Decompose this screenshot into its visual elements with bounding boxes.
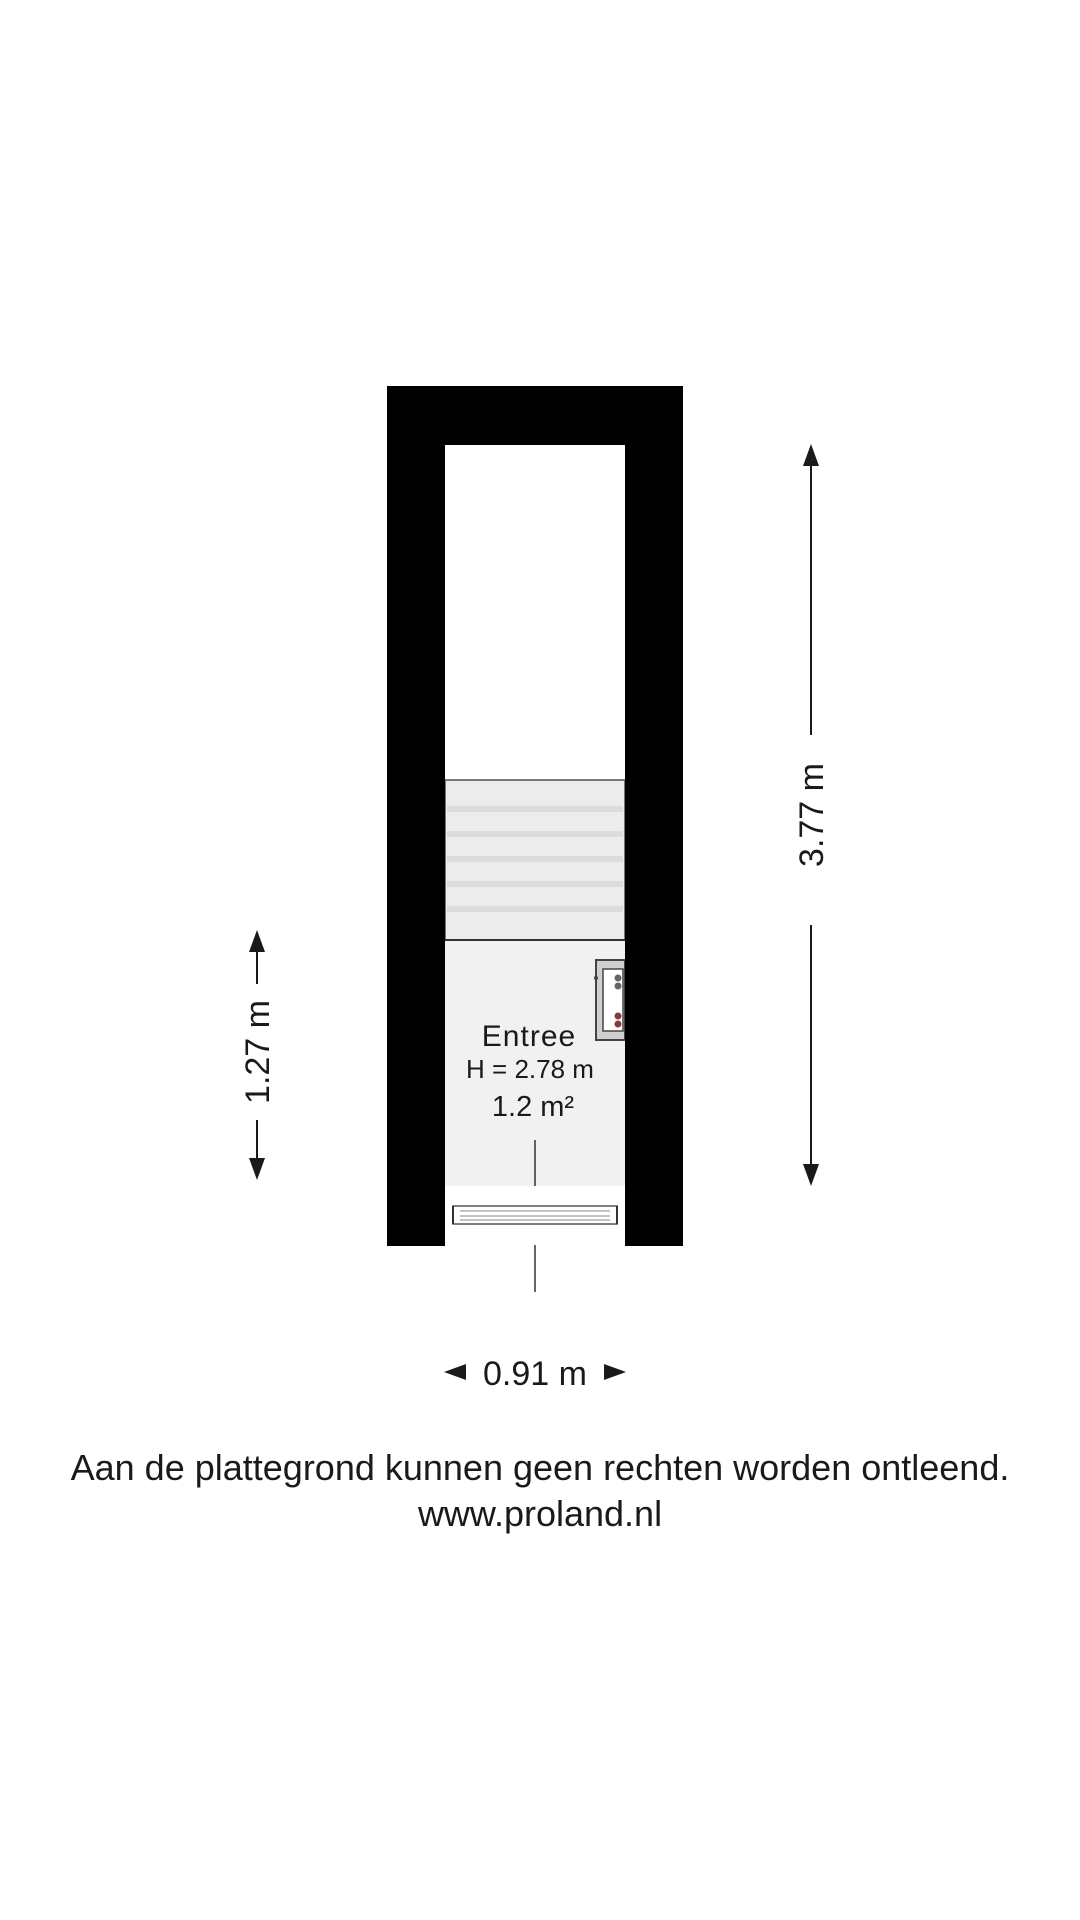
room-height: H = 2.78 m [466,1054,594,1084]
room-name: Entree [481,1020,577,1053]
dimension-room-length [239,930,277,1180]
dimension-width [444,1355,626,1393]
front-door [445,1186,625,1246]
meter-cabinet [594,960,625,1040]
room-length-label: 1.27 m [239,1000,277,1104]
width-label: 0.91 m [483,1355,587,1393]
staircase [445,780,625,940]
total-length-label: 3.77 m [793,763,831,867]
disclaimer-text: Aan de plattegrond kunnen geen rechten worden ontleend. [70,1447,1010,1488]
room-area: 1.2 m² [491,1091,575,1123]
dimension-total-length [793,444,831,1186]
website-text: www.proland.nl [417,1493,663,1534]
